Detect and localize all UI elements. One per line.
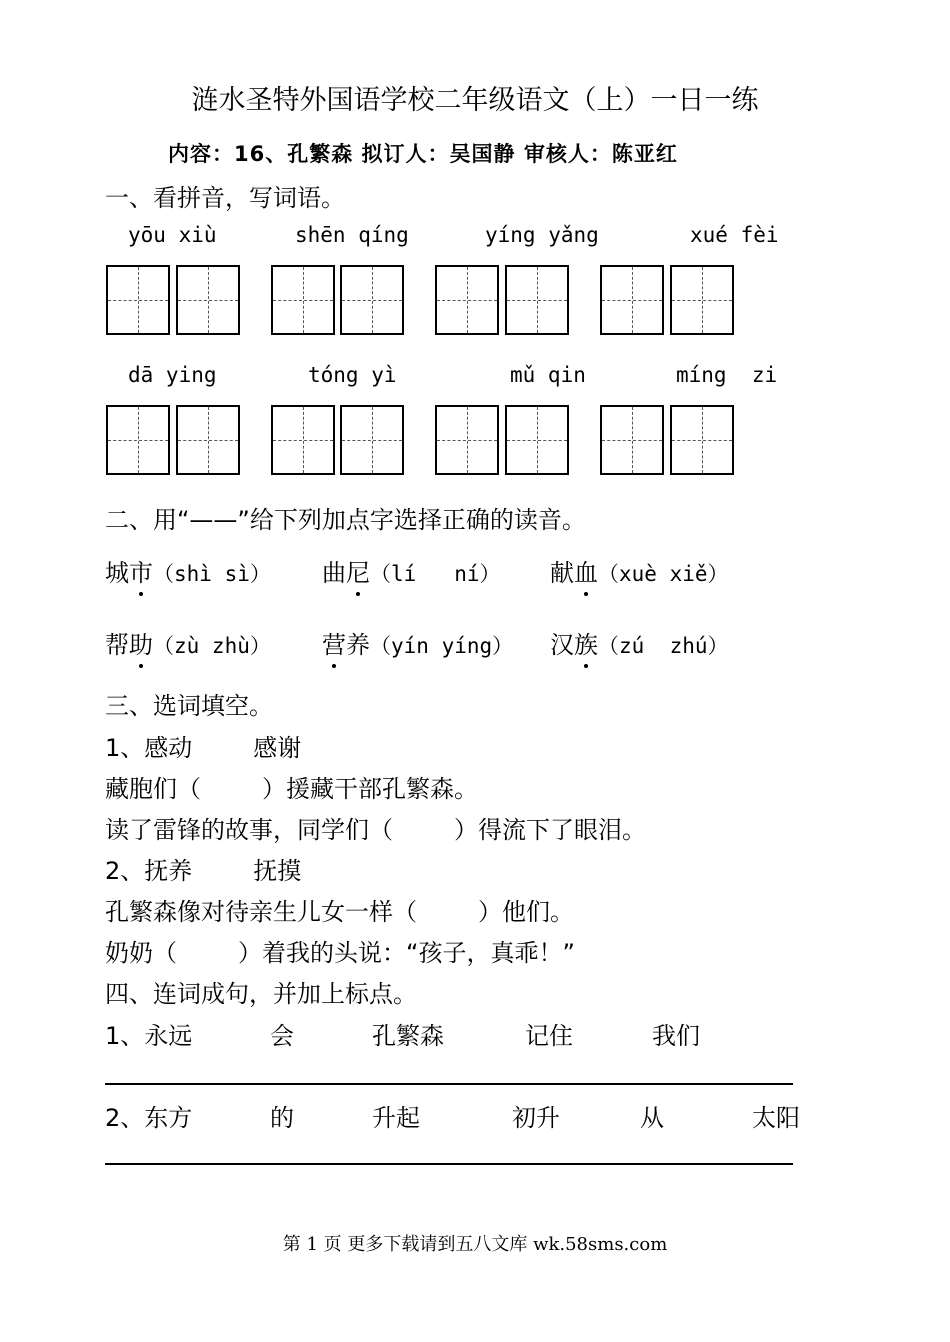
writing-box[interactable] (600, 265, 664, 335)
word-chip: 记住 (525, 1022, 573, 1050)
fill-sentence-4: 奶奶（ ）着我的头说：“孩子，真乖！” (105, 939, 575, 967)
answer-line[interactable] (105, 1083, 793, 1085)
pinyin-6: tóng yì (308, 363, 397, 387)
writing-box[interactable] (106, 265, 170, 335)
word-chip: 升起 (372, 1104, 420, 1132)
pinyin-5: dā ying (128, 363, 217, 387)
pinyin-2: shēn qíng (295, 223, 409, 247)
word-chip: 的 (270, 1104, 294, 1132)
pinyin-4: xué fèi (690, 223, 779, 247)
page-subtitle: 内容：16、孔繁森 拟订人：吴国静 审核人：陈亚红 (168, 142, 678, 166)
writing-box[interactable] (435, 265, 499, 335)
word-chip: 太阳 (752, 1104, 800, 1132)
word-chip: 孔繁森 (372, 1022, 444, 1050)
reading-item: 城市（shì sì） (105, 553, 271, 588)
writing-box[interactable] (176, 265, 240, 335)
word-chip: 初升 (512, 1104, 560, 1132)
writing-box[interactable] (340, 405, 404, 475)
writing-box[interactable] (505, 265, 569, 335)
word-chip: 1、永远 (105, 1022, 193, 1050)
fill-sentence-3: 孔繁森像对待亲生儿女一样（ ）他们。 (105, 898, 575, 926)
section4-heading: 四、连词成句，并加上标点。 (105, 980, 417, 1008)
pinyin-1: yōu xiù (128, 223, 217, 247)
writing-box[interactable] (271, 405, 335, 475)
writing-box[interactable] (505, 405, 569, 475)
writing-box[interactable] (271, 265, 335, 335)
page-title: 涟水圣特外国语学校二年级语文（上）一日一练 (191, 85, 759, 116)
writing-box[interactable] (670, 265, 734, 335)
answer-line[interactable] (105, 1163, 793, 1165)
pinyin-3: yíng yǎng (485, 223, 599, 247)
writing-box[interactable] (670, 405, 734, 475)
pinyin-8: míng zi (676, 363, 778, 387)
writing-box[interactable] (340, 265, 404, 335)
word-chip: 2、东方 (105, 1104, 193, 1132)
word-group-2: 2、抚养 抚摸 (105, 857, 302, 885)
reading-item: 曲尼（lí ní） (322, 553, 501, 588)
reading-item: 营养（yín yíng） (322, 625, 513, 660)
writing-box[interactable] (600, 405, 664, 475)
writing-box[interactable] (106, 405, 170, 475)
section1-heading: 一、看拼音，写词语。 (105, 184, 345, 212)
fill-sentence-1: 藏胞们（ ）援藏干部孔繁森。 (105, 775, 479, 803)
word-chip: 我们 (652, 1022, 700, 1050)
word-chip: 会 (270, 1022, 294, 1050)
reading-item: 汉族（zú zhú） (550, 625, 729, 660)
reading-item: 帮助（zù zhù） (105, 625, 271, 660)
word-group-1: 1、感动 感谢 (105, 734, 302, 762)
reading-item: 献血（xuè xiě） (550, 553, 729, 588)
writing-box[interactable] (176, 405, 240, 475)
section2-heading: 二、用“——”给下列加点字选择正确的读音。 (105, 506, 586, 534)
word-chip: 从 (640, 1104, 664, 1132)
section3-heading: 三、选词填空。 (105, 692, 273, 720)
page-footer: 第 1 页 更多下载请到五八文库 wk.58sms.com (282, 1234, 668, 1255)
pinyin-7: mǔ qin (510, 363, 586, 387)
writing-box[interactable] (435, 405, 499, 475)
fill-sentence-2: 读了雷锋的故事，同学们（ ）得流下了眼泪。 (105, 816, 647, 844)
